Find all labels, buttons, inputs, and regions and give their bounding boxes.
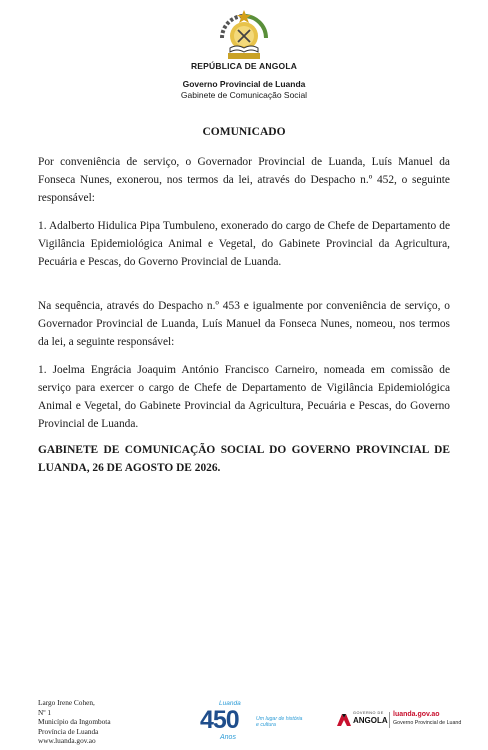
luanda-450-logo	[200, 700, 310, 748]
government-name: Governo Provincial de Luanda	[182, 79, 306, 89]
logo-subtitle: Governo Provincial de Luand	[393, 720, 462, 726]
anniversary-number: 450	[200, 706, 239, 734]
angola-coat-of-arms-icon	[214, 8, 274, 60]
appointment-intro-paragraph: Na sequência, através do Despacho n.º 453 e igualmente por conveniência de serviço, o Governador Provincial de Luanda, Luís Manuel da Fonseca Nunes, nomeou, nos termos da lei, a seguinte responsável:	[38, 300, 450, 348]
signature-line: GABINETE DE COMUNICAÇÃO SOCIAL DO GOVERNO PROVINCIAL DE LUANDA, 26 DE AGOSTO DE 2026.	[38, 444, 450, 474]
address-line: Província de Luanda	[38, 726, 99, 736]
governo-de-label: GOVERNO DE	[353, 711, 384, 715]
anniversary-city: Luanda	[219, 700, 241, 707]
website-link[interactable]: www.luanda.gov.ao	[38, 736, 96, 745]
logo-url: luanda.gov.ao	[393, 711, 440, 718]
republic-heading: REPÚBLICA DE ANGOLA	[190, 61, 298, 71]
governo-angola-logo	[337, 710, 462, 736]
dismissal-item: 1. Adalberto Hidulica Pipa Tumbuleno, exonerado do cargo de Chefe de Departamento de Vigilância Epidemiológica Animal e Vegetal, do Gabinete Provincial da Agricultura, Pecuária e Pescas, do Governo Provincial de Luanda.	[38, 220, 450, 268]
angola-name: ANGOLA	[353, 716, 388, 725]
logo-divider	[389, 712, 390, 728]
cabinet-name: Gabinete de Comunicação Social	[180, 90, 308, 100]
address-line: Largo Irene Cohen,	[38, 698, 95, 707]
document-title: COMUNICADO	[202, 126, 286, 138]
intro-paragraph: Por conveniência de serviço, o Governador Provincial de Luanda, Luís Manuel da Fonseca Nunes, exonerou, nos termos da lei, através do Despacho n.º 452, o seguinte responsável:	[38, 156, 450, 204]
anniversary-tagline: Um lugar de história	[256, 716, 303, 722]
address-line: Município da Ingombota	[38, 717, 111, 726]
anniversary-tagline: e cultura	[256, 722, 276, 728]
anniversary-years: Anos	[220, 734, 236, 741]
footer-address	[38, 698, 111, 746]
address-line: Nº 1	[38, 707, 52, 717]
appointment-item: 1. Joelma Engrácia Joaquim António Francisco Carneiro, nomeada em comissão de serviço para exercer o cargo de Chefe de Departamento de Vigilância Epidemiológica Animal e Vegetal, do Gabinete Provincial da Agricultura, Pecuária e Pescas, do Governo Provincial de Luanda.	[38, 364, 450, 430]
angola-mark-icon	[337, 712, 351, 726]
